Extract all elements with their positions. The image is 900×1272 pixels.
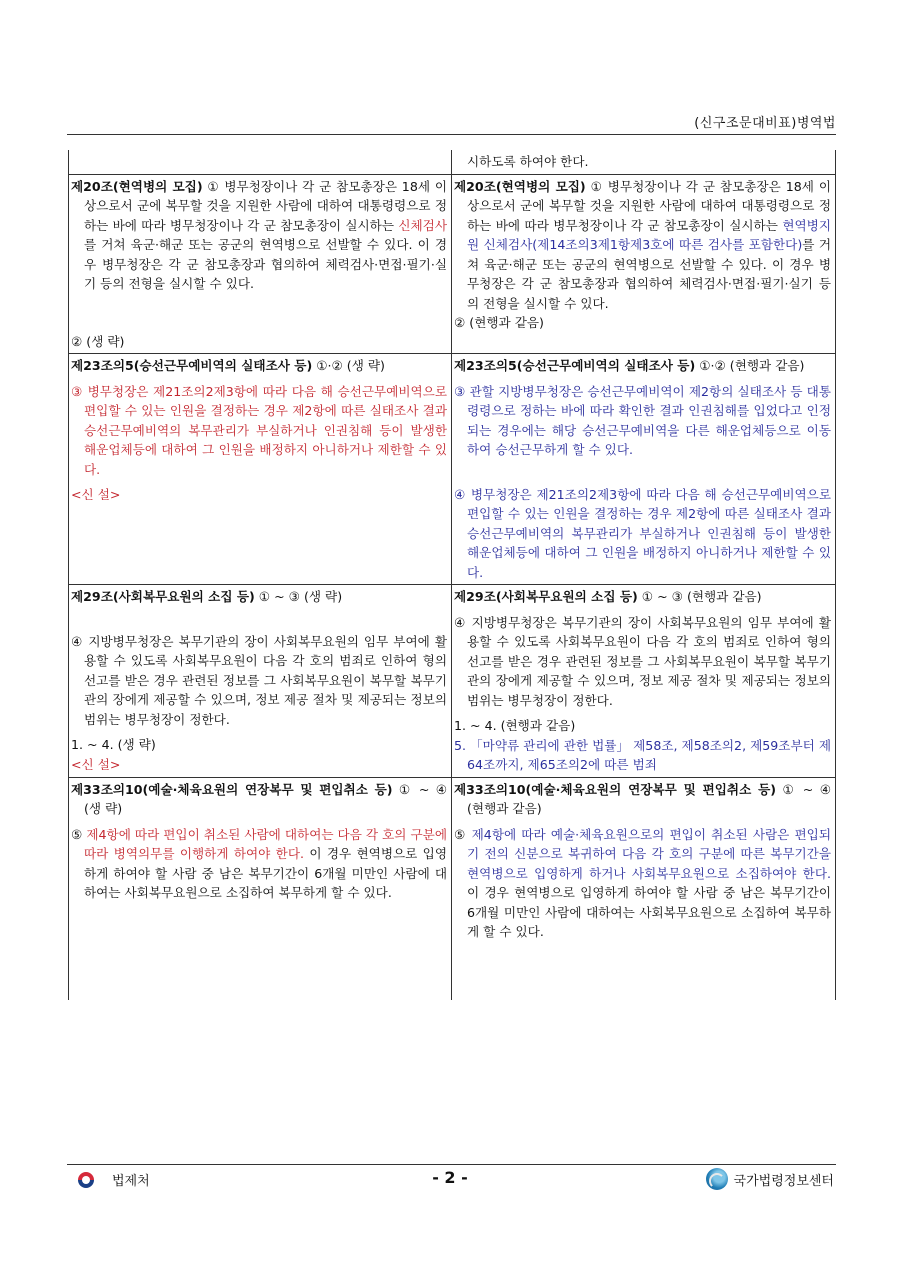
- changed-text: 제4항에 따라 예술·체육요원으로의 편입이 취소된 사람은 편입되기 전의 신분으로 복귀하여 다음 각 호의 구분에 따른 복무기간을 현역병으로 입영하게 하거나 사회복무요원으로 소집하여야 한다.: [467, 826, 831, 881]
- new-text-cell: [452, 174, 836, 354]
- old-text-cell: [69, 585, 452, 778]
- article-title: 제29조(사회복무요원의 소집 등): [454, 589, 638, 604]
- paragraph-5: ⑤ 제4항에 따라 편입이 취소된 사람에 대하여는 다음 각 호의 구분에 따라 병역의무를 이행하게 하여야 한다. 이 경우 현역병으로 입영하게 하여야 할 사람 중 남은 복무기간이 6개월 미만인 사람에 대하여는 사회복무요원으로 소집하여 복무하게 할 수 있다.: [71, 826, 447, 900]
- page-number: - 2 -: [432, 1168, 468, 1187]
- article-33-10-old: 제33조의10(예술·체육요원의 연장복무 및 편입취소 등) ① ~ ④ (생 략): [71, 781, 447, 816]
- new-text-cell: [452, 585, 836, 778]
- header-divider: [67, 134, 836, 135]
- changed-text: 신체검사: [398, 217, 447, 233]
- paragraph-3: ③ 관할 지방병무청장은 승선근무예비역이 제2항의 실태조사 등 대통령령으로 정하는 바에 따라 확인한 결과 인권침해를 입었다고 인정되는 경우에는 해당 승선근무예비역을 다른 해운업체등으로 이동하여 승선근무하게 할 수 있다.: [454, 383, 831, 457]
- article-20-new: 제20조(현역병의 모집) ① 병무청장이나 각 군 참모총장은 18세 이상으로서 군에 복무할 것을 지원한 사람에 대하여 대통령령으로 정하는 바에 따라 병무청장이나 각 군 참모총장이 실시하는 현역병지원 신체검사(제14조의3제1항제3호에 따른 검사를 포함한다)를 거쳐 육군·해군 또는 공군의 현역병으로 선발할 수 있다. 이 경우 병무청장은 각 군 참모총장과 협의하여 체력검사·면접·필기·실기 등의 전형을 실시할 수 있다.: [454, 178, 831, 311]
- paragraph-4: ④ 병무청장은 제21조의2제3항에 따라 다음 해 승선근무예비역으로 편입할 수 있는 인원을 결정하는 경우 제2항에 따른 실태조사 결과 승선근무예비역의 복무관리가 부실하거나 인권침해 등이 발생한 해운업체등에 대하여 그 인원을 배정하지 아니하거나 제한할 수 있다.: [454, 486, 831, 580]
- new-text-cell: [452, 354, 836, 585]
- table-row: [69, 777, 836, 1000]
- old-text-cell: [69, 174, 452, 354]
- paragraph-4: ④ 지방병무청장은 복무기관의 장이 사회복무요원의 임무 부여에 활용할 수 있도록 사회복무요원이 다음 각 호의 범죄로 인하여 형의 선고를 받은 경우 관련된 정보를 그 사회복무요원이 복무할 복무기관의 장에게 제공할 수 있으며, 정보 제공 절차 및 제공되는 정보의 범위는 병무청장이 정한다.: [454, 614, 831, 708]
- footer-divider: [67, 1164, 836, 1165]
- document-title: (신구조문대비표)병역법: [694, 116, 836, 131]
- center-name: 국가법령정보센터: [733, 1173, 834, 1189]
- new-text-cell: [452, 150, 836, 174]
- old-text-cell: [69, 354, 452, 585]
- table-row: [69, 174, 836, 354]
- table-row: [69, 354, 836, 585]
- article-20-old: 제20조(현역병의 모집) ① 병무청장이나 각 군 참모총장은 18세 이상으로서 군에 복무할 것을 지원한 사람에 대하여 대통령령으로 정하는 바에 따라 병무청장이나 각 군 참모총장이 실시하는 신체검사를 거쳐 육군·해군 또는 공군의 현역병으로 선발할 수 있다. 이 경우 병무청장은 각 군 참모총장과 협의하여 체력검사·면접·필기·실기 등의 전형을 실시할 수 있다.: [71, 178, 447, 291]
- new-provision-marker: <신 설>: [71, 487, 121, 502]
- article-29-old: 제29조(사회복무요원의 소집 등) ① ~ ③ (생 략): [71, 589, 343, 604]
- article-title: 제20조(현역병의 모집): [454, 178, 586, 194]
- items-1-4: 1. ~ 4. (생 략): [71, 737, 156, 752]
- ministry-name: 법제처: [112, 1174, 150, 1189]
- article-23-5-old: 제23조의5(승선근무예비역의 실태조사 등) ①·② (생 략): [71, 358, 385, 373]
- article-title: 제23조의5(승선근무예비역의 실태조사 등): [71, 358, 313, 373]
- article-title: 제20조(현역병의 모집): [71, 178, 203, 194]
- changed-text: 현역병지원 신체검사(제14조의3제1항제3호에 따른 검사를 포함한다): [467, 217, 831, 252]
- footer-right: [706, 1168, 834, 1190]
- comparison-table: [68, 150, 835, 1000]
- paragraph-2: ② (현행과 같음): [454, 315, 544, 330]
- continuation-text: 시하도록 하여야 한다.: [467, 154, 589, 169]
- new-provision-marker: <신 설>: [71, 756, 121, 772]
- paragraph-5: ⑤ 제4항에 따라 예술·체육요원으로의 편입이 취소된 사람은 편입되기 전의 신분으로 복귀하여 다음 각 호의 구분에 따른 복무기간을 현역병으로 입영하게 하거나 사회복무요원으로 소집하여야 한다. 이 경우 현역병으로 입영하게 하여야 할 사람 중 남은 복무기간이 6개월 미만인 사람에 대하여는 사회복무요원으로 소집하여 복무하게 할 수 있다.: [454, 826, 831, 939]
- old-text-cell: [69, 777, 452, 1000]
- table-row: [69, 585, 836, 778]
- items-1-4: 1. ~ 4. (현행과 같음): [454, 718, 576, 733]
- old-text-cell: [69, 150, 452, 174]
- new-text-cell: [452, 777, 836, 1000]
- globe-logo-icon: [706, 1168, 728, 1190]
- article-title: 제29조(사회복무요원의 소집 등): [71, 589, 255, 604]
- table-row: [69, 150, 836, 174]
- paragraph-2: ② (생 략): [71, 333, 125, 349]
- article-33-10-new: 제33조의10(예술·체육요원의 연장복무 및 편입취소 등) ① ~ ④ (현행과 같음): [454, 781, 831, 816]
- item-5: 5. 「마약류 관리에 관한 법률」 제58조, 제58조의2, 제59조부터 제64조까지, 제65조의2에 따른 범죄: [454, 737, 831, 772]
- article-23-5-new: 제23조의5(승선근무예비역의 실태조사 등) ①·② (현행과 같음): [454, 358, 805, 373]
- changed-text: 제4항에 따라 편입이 취소된 사람에 대하여는 다음 각 호의 구분에 따라 병역의무를 이행하게 하여야 한다.: [84, 826, 447, 861]
- article-title: 제23조의5(승선근무예비역의 실태조사 등): [454, 358, 696, 373]
- article-title: 제33조의10(예술·체육요원의 연장복무 및 편입취소 등): [454, 781, 777, 797]
- paragraph-3: ③ 병무청장은 제21조의2제3항에 따라 다음 해 승선근무예비역으로 편입할 수 있는 인원을 결정하는 경우 제2항에 따른 실태조사 결과 승선근무예비역의 복무관리가 부실하거나 인권침해 등이 발생한 해운업체등에 대하여 그 인원을 배정하지 아니하거나 제한할 수 있다.: [71, 383, 447, 477]
- article-29-new: 제29조(사회복무요원의 소집 등) ① ~ ③ (현행과 같음): [454, 589, 762, 604]
- paragraph-4: ④ 지방병무청장은 복무기관의 장이 사회복무요원의 임무 부여에 활용할 수 있도록 사회복무요원이 다음 각 호의 범죄로 인하여 형의 선고를 받은 경우 관련된 정보를 그 사회복무요원이 복무할 복무기관의 장에게 제공할 수 있으며, 정보 제공 절차 및 제공되는 정보의 범위는 병무청장이 정한다.: [71, 633, 447, 727]
- article-title: 제33조의10(예술·체육요원의 연장복무 및 편입취소 등): [71, 781, 393, 797]
